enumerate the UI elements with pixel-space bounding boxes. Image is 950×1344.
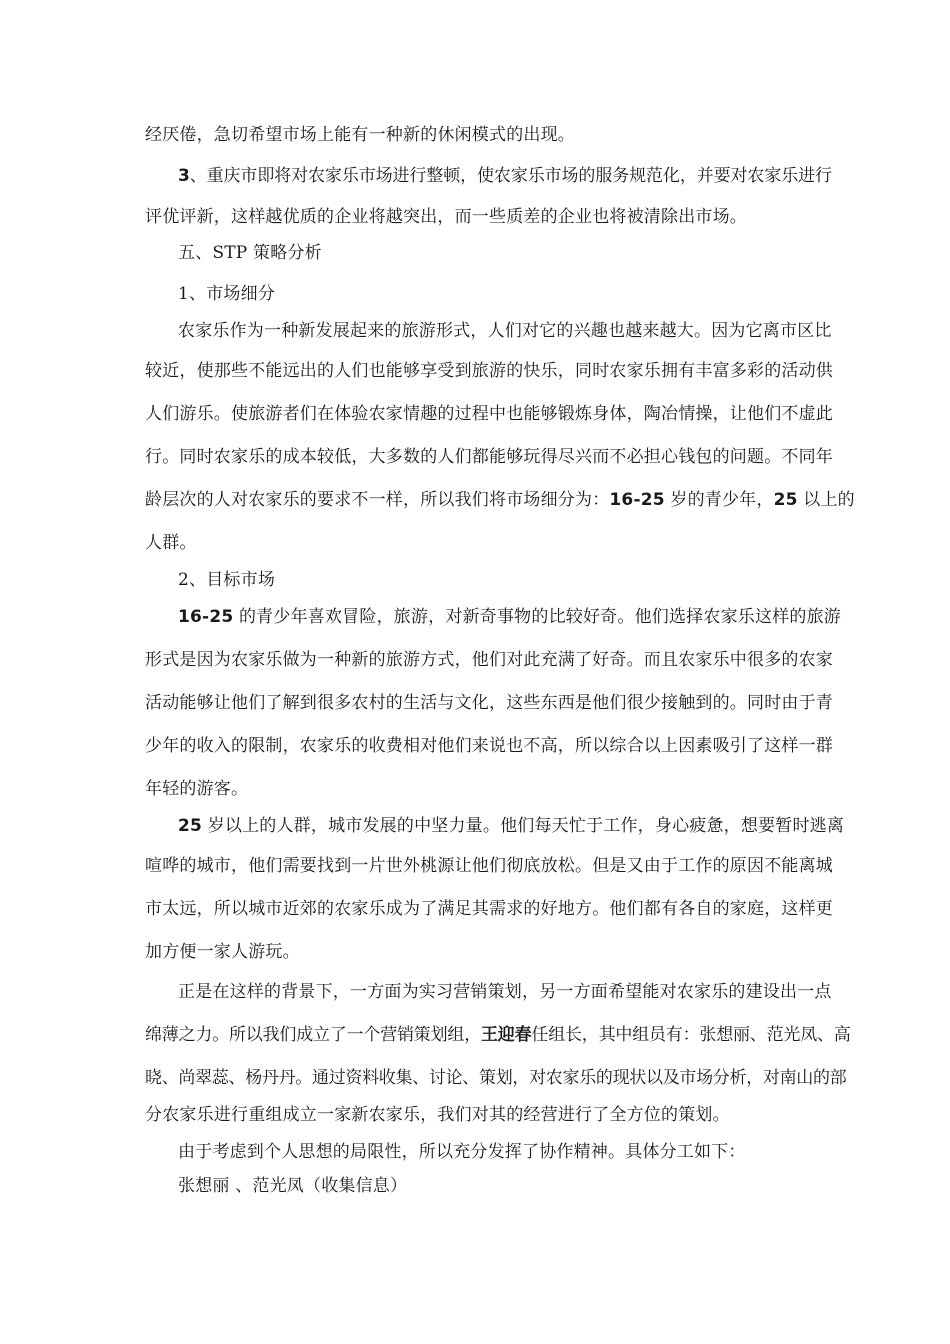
text-line: 加方便一家人游玩。 — [145, 942, 300, 962]
text-span: 、重庆市即将对农家乐市场进行整顿，使农家乐市场的服务规范化，并要对农家乐进行 — [189, 166, 832, 186]
text-line: 市太远，所以城市近郊的农家乐成为了满足其需求的好地方。他们都有各自的家庭，这样更 — [145, 899, 833, 919]
text-line — [178, 606, 841, 628]
list-number: 3 — [178, 166, 190, 186]
text-span: 龄层次的人对农家乐的要求不一样，所以我们将市场细分为： — [145, 490, 610, 510]
text-span: 以上的 — [797, 490, 855, 510]
text-line: 正是在这样的背景下，一方面为实习营销策划，另一方面希望能对农家乐的建设出一点 — [178, 982, 832, 1002]
text-span: 的青少年喜欢冒险，旅游，对新奇事物的比较好奇。他们选择农家乐这样的旅游 — [233, 607, 841, 627]
section-heading: 五、STP 策略分析 — [178, 243, 322, 263]
subsection-heading: 2、目标市场 — [178, 570, 276, 590]
text-line — [178, 815, 845, 837]
text-line: 较近，使那些不能远出的人们也能够享受到旅游的快乐，同时农家乐拥有丰富多彩的活动供 — [145, 361, 833, 381]
text-line — [145, 489, 855, 511]
text-line — [145, 1024, 851, 1046]
number-span: 25 — [773, 490, 798, 510]
text-line: 活动能够让他们了解到很多农村的生活与文化，这些东西是他们很少接触到的。同时由于青 — [145, 693, 833, 713]
text-line: 喧哗的城市，他们需要找到一片世外桃源让他们彻底放松。但是又由于工作的原因不能离城 — [145, 856, 833, 876]
text-line: 农家乐作为一种新发展起来的旅游形式，人们对它的兴趣也越来越大。因为它离市区比 — [178, 321, 832, 341]
text-line: 由于考虑到个人思想的局限性，所以充分发挥了协作精神。具体分工如下： — [178, 1142, 746, 1162]
leader-name: 王迎春 — [481, 1025, 532, 1045]
text-line: 经厌倦，急切希望市场上能有一种新的休闲模式的出现。 — [145, 125, 575, 145]
text-line: 形式是因为农家乐做为一种新的旅游方式，他们对此充满了好奇。而且农家乐中很多的农家 — [145, 650, 833, 670]
text-line: 行。同时农家乐的成本较低，大多数的人们都能够玩得尽兴而不必担心钱包的问题。不同年 — [145, 447, 833, 467]
text-span: 岁的青少年， — [664, 490, 774, 510]
text-line: 晓、尚翠蕊、杨丹丹。通过资料收集、讨论、策划，对农家乐的现状以及市场分析，对南山的部 — [145, 1068, 847, 1088]
text-line: 人群。 — [145, 533, 197, 553]
text-line: 年轻的游客。 — [145, 779, 249, 799]
text-line: 分农家乐进行重组成立一家新农家乐，我们对其的经营进行了全方位的策划。 — [145, 1105, 730, 1125]
number-span: 16-25 — [178, 607, 234, 627]
number-span: 25 — [178, 816, 203, 836]
number-span: 16-25 — [609, 490, 665, 510]
text-span: 岁以上的人群，城市发展的中坚力量。他们每天忙于工作，身心疲惫，想要暂时逃离 — [202, 816, 845, 836]
text-span: 绵薄之力。所以我们成立了一个营销策划组， — [145, 1025, 481, 1045]
text-line: 少年的收入的限制，农家乐的收费相对他们来说也不高，所以综合以上因素吸引了这样一群 — [145, 736, 833, 756]
text-span: 任组长，其中组员有：张想丽、范光凤、高 — [531, 1025, 851, 1045]
subsection-heading: 1、市场细分 — [178, 284, 276, 304]
text-line: 张想丽 、范光凤（收集信息） — [178, 1176, 408, 1196]
text-line: 人们游乐。使旅游者们在体验农家情趣的过程中也能够锻炼身体，陶冶情操，让他们不虚此 — [145, 404, 833, 424]
text-line: 评优评新，这样越优质的企业将越突出，而一些质差的企业也将被清除出市场。 — [145, 207, 747, 227]
text-line — [178, 165, 832, 187]
